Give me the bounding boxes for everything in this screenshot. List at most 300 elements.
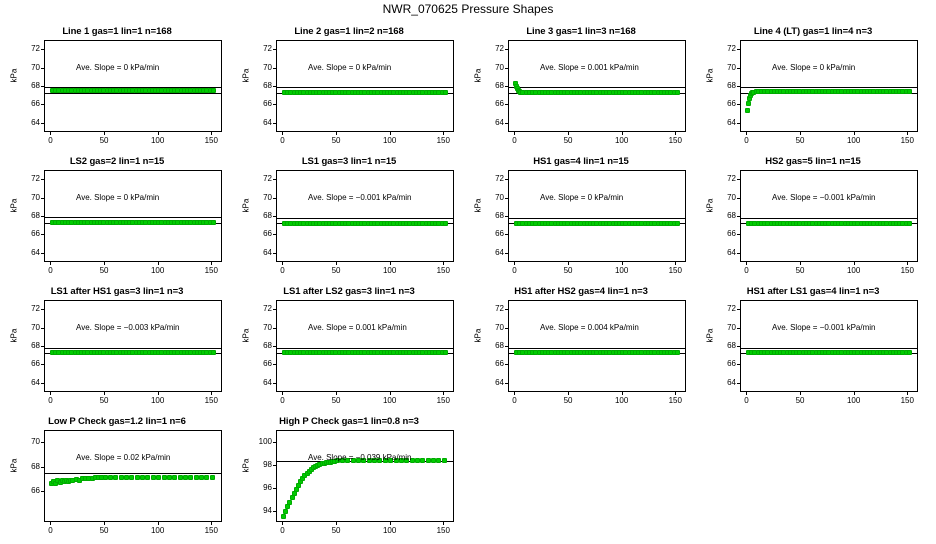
- data-marker: [675, 350, 680, 355]
- subplot-panel: [240, 416, 458, 544]
- x-tick-mark: [675, 132, 676, 135]
- y-tick-label: 100: [258, 436, 272, 446]
- x-tick-mark: [158, 132, 159, 135]
- data-marker: [210, 475, 215, 480]
- subplot-panel: [8, 286, 226, 414]
- data-marker: [194, 475, 199, 480]
- y-tick-label: 72: [727, 44, 736, 54]
- subplot-panel: [704, 286, 922, 414]
- y-tick-label: 66: [31, 229, 40, 239]
- x-tick-mark: [158, 262, 159, 265]
- y-tick-mark: [273, 328, 276, 329]
- x-tick-label: 50: [99, 396, 109, 405]
- x-tick-label: 50: [563, 266, 573, 275]
- y-tick-mark: [737, 216, 740, 217]
- y-tick-label: 66: [263, 99, 272, 109]
- reference-line: [741, 87, 917, 88]
- y-tick-mark: [273, 216, 276, 217]
- y-tick-mark: [41, 364, 44, 365]
- x-tick-mark: [50, 132, 51, 135]
- x-tick-label: 50: [563, 136, 573, 145]
- y-tick-mark: [41, 179, 44, 180]
- x-tick-mark: [746, 132, 747, 135]
- y-tick-label: 64: [727, 247, 736, 257]
- slope-annotation: Ave. Slope = 0.004 kPa/min: [540, 323, 639, 332]
- x-tick-label: 150: [668, 396, 682, 405]
- subplot-grid: [0, 20, 936, 536]
- x-tick-mark: [800, 392, 801, 395]
- x-tick-label: 150: [900, 396, 914, 405]
- data-marker: [285, 504, 290, 509]
- figure-title: NWR_070625 Pressure Shapes: [382, 2, 554, 16]
- x-tick-label: 100: [846, 136, 861, 145]
- y-tick-label: 64: [495, 117, 504, 127]
- y-axis-label: kPa: [705, 68, 715, 83]
- plot-area: [508, 170, 686, 262]
- x-tick-label: 50: [563, 396, 573, 405]
- plot-area: [44, 430, 222, 522]
- y-tick-mark: [41, 123, 44, 124]
- y-axis-label: kPa: [705, 198, 715, 213]
- x-tick-mark: [907, 262, 908, 265]
- data-marker: [907, 89, 912, 94]
- x-tick-mark: [282, 132, 283, 135]
- y-tick-mark: [273, 49, 276, 50]
- y-tick-label: 64: [31, 247, 40, 257]
- subplot-title: High P Check gas=1 lin=0.8 n=3: [279, 416, 419, 427]
- x-tick-mark: [282, 262, 283, 265]
- y-tick-label: 72: [727, 174, 736, 184]
- x-tick-mark: [50, 522, 51, 525]
- data-marker: [211, 220, 216, 225]
- data-marker: [204, 475, 209, 480]
- x-tick-label: 100: [382, 266, 397, 275]
- slope-annotation: Ave. Slope = 0.02 kPa/min: [76, 453, 171, 462]
- x-tick-mark: [390, 262, 391, 265]
- y-tick-label: 70: [263, 62, 272, 72]
- subplot-panel: [240, 26, 458, 154]
- x-tick-label: 0: [744, 396, 749, 405]
- slope-annotation: Ave. Slope = 0.001 kPa/min: [308, 323, 407, 332]
- data-marker: [287, 500, 292, 505]
- data-marker: [145, 475, 150, 480]
- y-tick-label: 66: [495, 99, 504, 109]
- x-tick-label: 0: [280, 396, 285, 405]
- subplot-title: Line 2 gas=1 lin=2 n=168: [294, 26, 404, 37]
- x-tick-mark: [390, 132, 391, 135]
- data-marker: [420, 458, 425, 463]
- y-tick-label: 72: [495, 44, 504, 54]
- x-tick-label: 150: [668, 136, 682, 145]
- x-tick-mark: [746, 262, 747, 265]
- y-tick-mark: [505, 383, 508, 384]
- y-tick-label: 72: [31, 174, 40, 184]
- y-tick-mark: [41, 346, 44, 347]
- x-tick-mark: [211, 132, 212, 135]
- y-tick-label: 72: [727, 304, 736, 314]
- reference-line: [509, 218, 685, 219]
- y-tick-mark: [505, 104, 508, 105]
- data-marker: [188, 475, 193, 480]
- y-tick-mark: [505, 328, 508, 329]
- x-tick-label: 50: [795, 266, 805, 275]
- reference-line: [277, 348, 453, 349]
- subplot-panel: [8, 416, 226, 544]
- x-tick-label: 0: [512, 396, 517, 405]
- x-tick-label: 150: [900, 266, 914, 275]
- x-tick-mark: [675, 392, 676, 395]
- y-tick-label: 66: [495, 359, 504, 369]
- data-marker: [281, 514, 286, 519]
- x-tick-mark: [336, 132, 337, 135]
- y-tick-mark: [505, 179, 508, 180]
- y-axis-label: kPa: [9, 198, 19, 213]
- x-tick-label: 50: [99, 136, 109, 145]
- y-tick-label: 98: [263, 459, 272, 469]
- slope-annotation: Ave. Slope = 0 kPa/min: [76, 63, 160, 72]
- x-tick-label: 150: [436, 266, 450, 275]
- data-marker: [140, 475, 145, 480]
- x-tick-mark: [50, 392, 51, 395]
- x-tick-mark: [746, 392, 747, 395]
- y-tick-label: 66: [727, 229, 736, 239]
- reference-line: [277, 218, 453, 219]
- y-tick-mark: [273, 123, 276, 124]
- data-marker: [436, 458, 441, 463]
- subplot-panel: [704, 156, 922, 284]
- y-axis-label: kPa: [241, 458, 251, 473]
- x-tick-label: 50: [331, 136, 341, 145]
- x-tick-label: 100: [382, 526, 397, 535]
- x-tick-label: 100: [846, 396, 861, 405]
- x-tick-label: 100: [150, 136, 165, 145]
- data-marker: [675, 221, 680, 226]
- x-tick-label: 50: [99, 526, 109, 535]
- x-tick-mark: [336, 392, 337, 395]
- x-tick-mark: [104, 262, 105, 265]
- x-tick-mark: [907, 392, 908, 395]
- y-tick-mark: [505, 216, 508, 217]
- y-tick-label: 72: [263, 304, 272, 314]
- y-tick-mark: [273, 104, 276, 105]
- slope-annotation: Ave. Slope = 0 kPa/min: [76, 193, 160, 202]
- y-axis-label: kPa: [473, 68, 483, 83]
- x-tick-label: 100: [150, 396, 165, 405]
- reference-line: [45, 93, 221, 94]
- x-tick-mark: [443, 132, 444, 135]
- reference-line: [45, 217, 221, 218]
- reference-line: [509, 348, 685, 349]
- plot-area: [44, 40, 222, 132]
- x-tick-label: 100: [150, 266, 165, 275]
- data-marker: [907, 221, 912, 226]
- x-tick-mark: [390, 392, 391, 395]
- y-tick-label: 64: [495, 247, 504, 257]
- x-tick-label: 0: [280, 526, 285, 535]
- y-tick-label: 64: [31, 117, 40, 127]
- data-marker: [162, 475, 167, 480]
- subplot-title: Line 4 (LT) gas=1 lin=4 n=3: [753, 26, 873, 37]
- x-tick-label: 100: [150, 526, 165, 535]
- y-tick-mark: [273, 179, 276, 180]
- y-tick-mark: [41, 383, 44, 384]
- data-marker: [167, 475, 172, 480]
- y-axis-label: kPa: [473, 328, 483, 343]
- x-tick-label: 0: [48, 526, 53, 535]
- y-tick-mark: [41, 467, 44, 468]
- subplot-panel: [8, 26, 226, 154]
- y-tick-mark: [505, 346, 508, 347]
- plot-area: [740, 40, 918, 132]
- y-tick-label: 68: [495, 341, 504, 350]
- x-tick-mark: [390, 522, 391, 525]
- y-tick-mark: [737, 383, 740, 384]
- y-tick-label: 68: [495, 81, 504, 90]
- plot-area: [508, 300, 686, 392]
- y-tick-mark: [273, 86, 276, 87]
- y-tick-label: 70: [495, 322, 504, 332]
- x-tick-mark: [211, 522, 212, 525]
- y-tick-label: 64: [495, 377, 504, 387]
- y-tick-label: 70: [31, 437, 40, 447]
- subplot-title: HS2 gas=5 lin=1 n=15: [765, 156, 861, 167]
- x-tick-label: 50: [795, 396, 805, 405]
- x-tick-label: 50: [331, 396, 341, 405]
- subplot-title: HS1 after LS1 gas=4 lin=1 n=3: [746, 286, 880, 297]
- x-tick-mark: [568, 262, 569, 265]
- y-tick-label: 64: [263, 247, 272, 257]
- y-tick-label: 72: [263, 174, 272, 184]
- y-tick-label: 72: [495, 304, 504, 314]
- plot-area: [740, 170, 918, 262]
- x-tick-mark: [622, 132, 623, 135]
- y-tick-label: 70: [31, 192, 40, 202]
- x-tick-mark: [443, 392, 444, 395]
- y-tick-mark: [737, 123, 740, 124]
- x-tick-mark: [854, 392, 855, 395]
- x-tick-label: 0: [48, 136, 53, 145]
- x-tick-mark: [622, 392, 623, 395]
- x-tick-mark: [158, 392, 159, 395]
- x-tick-mark: [282, 522, 283, 525]
- x-tick-mark: [443, 262, 444, 265]
- slope-annotation: Ave. Slope = −0.039 kPa/min: [308, 453, 412, 462]
- subplot-panel: [704, 26, 922, 154]
- x-tick-label: 150: [436, 136, 450, 145]
- plot-area: [44, 300, 222, 392]
- data-marker: [290, 495, 295, 500]
- y-tick-mark: [505, 309, 508, 310]
- y-tick-mark: [41, 491, 44, 492]
- data-marker: [151, 475, 156, 480]
- x-tick-mark: [622, 262, 623, 265]
- data-marker: [443, 90, 448, 95]
- y-tick-mark: [273, 383, 276, 384]
- x-tick-label: 50: [331, 266, 341, 275]
- x-tick-label: 0: [744, 136, 749, 145]
- reference-line: [509, 87, 685, 88]
- subplot-panel: [8, 156, 226, 284]
- data-marker: [119, 475, 124, 480]
- subplot-title: LS2 gas=2 lin=1 n=15: [69, 156, 165, 167]
- y-tick-mark: [41, 328, 44, 329]
- subplot-panel: [472, 26, 690, 154]
- slope-annotation: Ave. Slope = −0.003 kPa/min: [76, 323, 180, 332]
- x-tick-label: 0: [512, 266, 517, 275]
- x-tick-label: 100: [382, 396, 397, 405]
- x-tick-label: 50: [99, 266, 109, 275]
- y-tick-mark: [737, 328, 740, 329]
- y-axis-label: kPa: [9, 328, 19, 343]
- y-tick-mark: [737, 364, 740, 365]
- subplot-title: LS1 after LS2 gas=3 lin=1 n=3: [283, 286, 415, 297]
- y-tick-mark: [273, 364, 276, 365]
- y-tick-label: 66: [263, 359, 272, 369]
- y-tick-mark: [505, 86, 508, 87]
- y-tick-mark: [273, 346, 276, 347]
- y-tick-label: 72: [31, 304, 40, 314]
- y-tick-label: 70: [495, 192, 504, 202]
- x-tick-label: 150: [436, 526, 450, 535]
- data-marker: [443, 221, 448, 226]
- y-tick-mark: [41, 104, 44, 105]
- y-tick-mark: [737, 104, 740, 105]
- y-tick-label: 66: [31, 486, 40, 496]
- slope-annotation: Ave. Slope = −0.001 kPa/min: [772, 323, 876, 332]
- y-tick-label: 70: [727, 322, 736, 332]
- data-marker: [199, 475, 204, 480]
- subplot-panel: [472, 286, 690, 414]
- slope-annotation: Ave. Slope = 0.001 kPa/min: [540, 63, 639, 72]
- y-tick-label: 70: [727, 62, 736, 72]
- x-tick-label: 100: [614, 136, 629, 145]
- subplot-panel: [240, 156, 458, 284]
- y-tick-label: 68: [727, 341, 736, 350]
- y-tick-mark: [737, 49, 740, 50]
- y-axis-label: kPa: [9, 68, 19, 83]
- y-tick-mark: [737, 198, 740, 199]
- x-tick-label: 150: [900, 136, 914, 145]
- x-tick-mark: [443, 522, 444, 525]
- reference-line: [45, 348, 221, 349]
- y-tick-label: 64: [263, 117, 272, 127]
- x-tick-label: 150: [204, 526, 218, 535]
- x-tick-label: 0: [512, 136, 517, 145]
- subplot-title: LS1 after HS1 gas=3 lin=1 n=3: [50, 286, 184, 297]
- y-tick-label: 70: [31, 62, 40, 72]
- x-tick-mark: [514, 392, 515, 395]
- y-axis-label: kPa: [241, 198, 251, 213]
- data-marker: [211, 350, 216, 355]
- slope-annotation: Ave. Slope = 0 kPa/min: [772, 63, 856, 72]
- x-tick-mark: [675, 262, 676, 265]
- x-tick-mark: [800, 262, 801, 265]
- y-tick-mark: [737, 86, 740, 87]
- reference-line: [45, 473, 221, 474]
- data-marker: [103, 475, 108, 480]
- x-tick-mark: [854, 262, 855, 265]
- plot-area: [508, 40, 686, 132]
- y-axis-label: kPa: [241, 68, 251, 83]
- data-marker: [443, 350, 448, 355]
- data-marker: [172, 475, 177, 480]
- y-tick-label: 64: [31, 377, 40, 387]
- y-tick-label: 70: [31, 322, 40, 332]
- x-tick-mark: [211, 392, 212, 395]
- y-tick-mark: [41, 216, 44, 217]
- y-tick-mark: [273, 511, 276, 512]
- y-tick-label: 68: [263, 341, 272, 350]
- x-tick-mark: [104, 522, 105, 525]
- data-marker: [431, 458, 436, 463]
- y-tick-label: 94: [263, 505, 272, 515]
- x-tick-label: 100: [614, 266, 629, 275]
- y-tick-mark: [273, 253, 276, 254]
- y-tick-label: 68: [263, 211, 272, 220]
- plot-area: [276, 430, 454, 522]
- y-tick-label: 68: [727, 81, 736, 90]
- y-tick-label: 72: [31, 44, 40, 54]
- y-tick-label: 66: [727, 99, 736, 109]
- reference-line: [277, 87, 453, 88]
- y-tick-label: 68: [31, 341, 40, 350]
- data-marker: [415, 458, 420, 463]
- y-tick-mark: [273, 442, 276, 443]
- data-marker: [675, 90, 680, 95]
- y-tick-label: 68: [31, 211, 40, 220]
- y-tick-mark: [41, 68, 44, 69]
- plot-area: [276, 300, 454, 392]
- subplot-title: LS1 gas=3 lin=1 n=15: [301, 156, 397, 167]
- x-tick-mark: [854, 132, 855, 135]
- reference-line: [741, 348, 917, 349]
- subplot-panel: [472, 156, 690, 284]
- x-tick-mark: [514, 262, 515, 265]
- y-tick-label: 70: [727, 192, 736, 202]
- plot-area: [740, 300, 918, 392]
- y-tick-mark: [273, 68, 276, 69]
- y-tick-label: 68: [263, 81, 272, 90]
- subplot-title: HS1 after HS2 gas=4 lin=1 n=3: [514, 286, 648, 297]
- y-tick-mark: [41, 49, 44, 50]
- data-marker: [178, 475, 183, 480]
- data-marker: [156, 475, 161, 480]
- x-tick-mark: [568, 392, 569, 395]
- x-tick-label: 0: [48, 266, 53, 275]
- x-tick-mark: [211, 262, 212, 265]
- subplot-panel: [240, 286, 458, 414]
- data-marker: [746, 101, 751, 106]
- y-tick-label: 64: [727, 117, 736, 127]
- y-tick-mark: [41, 253, 44, 254]
- data-marker: [129, 475, 134, 480]
- x-tick-label: 150: [668, 266, 682, 275]
- y-tick-mark: [41, 86, 44, 87]
- x-tick-mark: [336, 262, 337, 265]
- plot-area: [44, 170, 222, 262]
- y-tick-label: 66: [31, 359, 40, 369]
- data-marker: [745, 108, 750, 113]
- reference-line: [741, 218, 917, 219]
- subplot-title: Line 3 gas=1 lin=3 n=168: [526, 26, 636, 37]
- data-marker: [113, 475, 118, 480]
- y-tick-mark: [273, 198, 276, 199]
- x-tick-mark: [158, 522, 159, 525]
- y-tick-label: 66: [263, 229, 272, 239]
- x-tick-mark: [104, 132, 105, 135]
- y-tick-label: 72: [495, 174, 504, 184]
- x-tick-mark: [514, 132, 515, 135]
